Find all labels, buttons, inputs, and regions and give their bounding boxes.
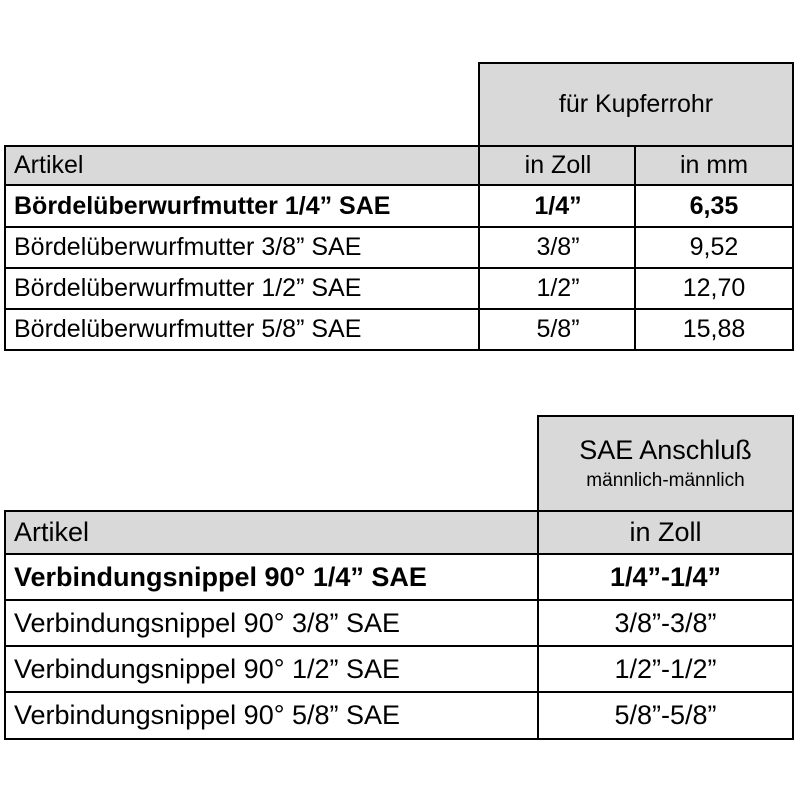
table1-row-1-zoll bbox=[478, 186, 636, 228]
table1-header-zoll bbox=[478, 145, 636, 186]
table1-row-2-article-text: Bördelüberwurfmutter 3/8” SAE bbox=[14, 233, 362, 261]
table1-row-4-mm-text: 15,88 bbox=[682, 315, 746, 343]
table1-row-2-zoll bbox=[478, 228, 636, 269]
table2-group-header-text: SAE Anschluß bbox=[579, 434, 752, 465]
table1-row-4-article-text: Bördelüberwurfmutter 5/8” SAE bbox=[14, 315, 362, 343]
table2-group-subheader-text: männlich-männlich bbox=[586, 469, 745, 491]
table2-row-1-zoll-text: 1/4”-1/4” bbox=[609, 561, 722, 592]
table1-header-mm bbox=[634, 145, 794, 186]
table2-row-1-article-text: Verbindungsnippel 90° 1/4” SAE bbox=[14, 561, 427, 592]
table1-row-1-article bbox=[4, 186, 480, 228]
table2-header-article bbox=[4, 510, 539, 555]
table2-group-header bbox=[537, 415, 794, 510]
table2-row-4-article bbox=[4, 693, 539, 740]
table2-header-article-text: Artikel bbox=[14, 517, 90, 547]
table1-row-4-mm bbox=[634, 310, 794, 351]
table2-row-3-article bbox=[4, 647, 539, 693]
table2-row-2-article bbox=[4, 601, 539, 647]
table1-header-zoll-text: in Zoll bbox=[524, 151, 592, 179]
table2-row-3-zoll-text: 1/2”-1/2” bbox=[614, 653, 717, 684]
table1-row-1-article-text: Bördelüberwurfmutter 1/4” SAE bbox=[14, 191, 391, 220]
table1-group-header-text: für Kupferrohr bbox=[558, 90, 714, 118]
table1-header-article-text: Artikel bbox=[14, 151, 84, 179]
table2-row-1-zoll bbox=[537, 555, 794, 601]
table2-row-3-zoll bbox=[537, 647, 794, 693]
table1-row-1-zoll-text: 1/4” bbox=[534, 191, 582, 220]
table2-row-3-article-text: Verbindungsnippel 90° 1/2” SAE bbox=[14, 653, 401, 684]
table2-header-zoll bbox=[537, 510, 794, 555]
table1-row-4-zoll bbox=[478, 310, 636, 351]
table1-row-3-zoll-text: 1/2” bbox=[536, 274, 580, 302]
table1-row-2-mm-text: 9,52 bbox=[689, 233, 739, 261]
table1-header-mm-text: in mm bbox=[679, 151, 749, 179]
table1-row-1-mm-text: 6,35 bbox=[689, 191, 739, 220]
table1-row-4-article bbox=[4, 310, 480, 351]
table1-group-header bbox=[478, 62, 794, 145]
table2-row-4-zoll bbox=[537, 693, 794, 740]
table1-row-3-article-text: Bördelüberwurfmutter 1/2” SAE bbox=[14, 274, 362, 302]
table1-row-3-zoll bbox=[478, 269, 636, 310]
table1-row-3-mm bbox=[634, 269, 794, 310]
table1-header-article bbox=[4, 145, 480, 186]
table2-row-1-article bbox=[4, 555, 539, 601]
table1-row-4-zoll-text: 5/8” bbox=[536, 315, 580, 343]
table2-row-4-zoll-text: 5/8”-5/8” bbox=[614, 700, 717, 730]
table1-row-2-mm bbox=[634, 228, 794, 269]
table1-row-2-zoll-text: 3/8” bbox=[536, 233, 580, 261]
table2-row-2-article-text: Verbindungsnippel 90° 3/8” SAE bbox=[14, 607, 401, 638]
table2-row-4-article-text: Verbindungsnippel 90° 5/8” SAE bbox=[14, 700, 401, 730]
table2-row-2-zoll-text: 3/8”-3/8” bbox=[614, 607, 717, 638]
table2-header-zoll-text: in Zoll bbox=[629, 517, 702, 547]
table1-row-1-mm bbox=[634, 186, 794, 228]
table2-row-2-zoll bbox=[537, 601, 794, 647]
table1-row-3-mm-text: 12,70 bbox=[682, 274, 746, 302]
table1-row-3-article bbox=[4, 269, 480, 310]
table1-row-2-article bbox=[4, 228, 480, 269]
